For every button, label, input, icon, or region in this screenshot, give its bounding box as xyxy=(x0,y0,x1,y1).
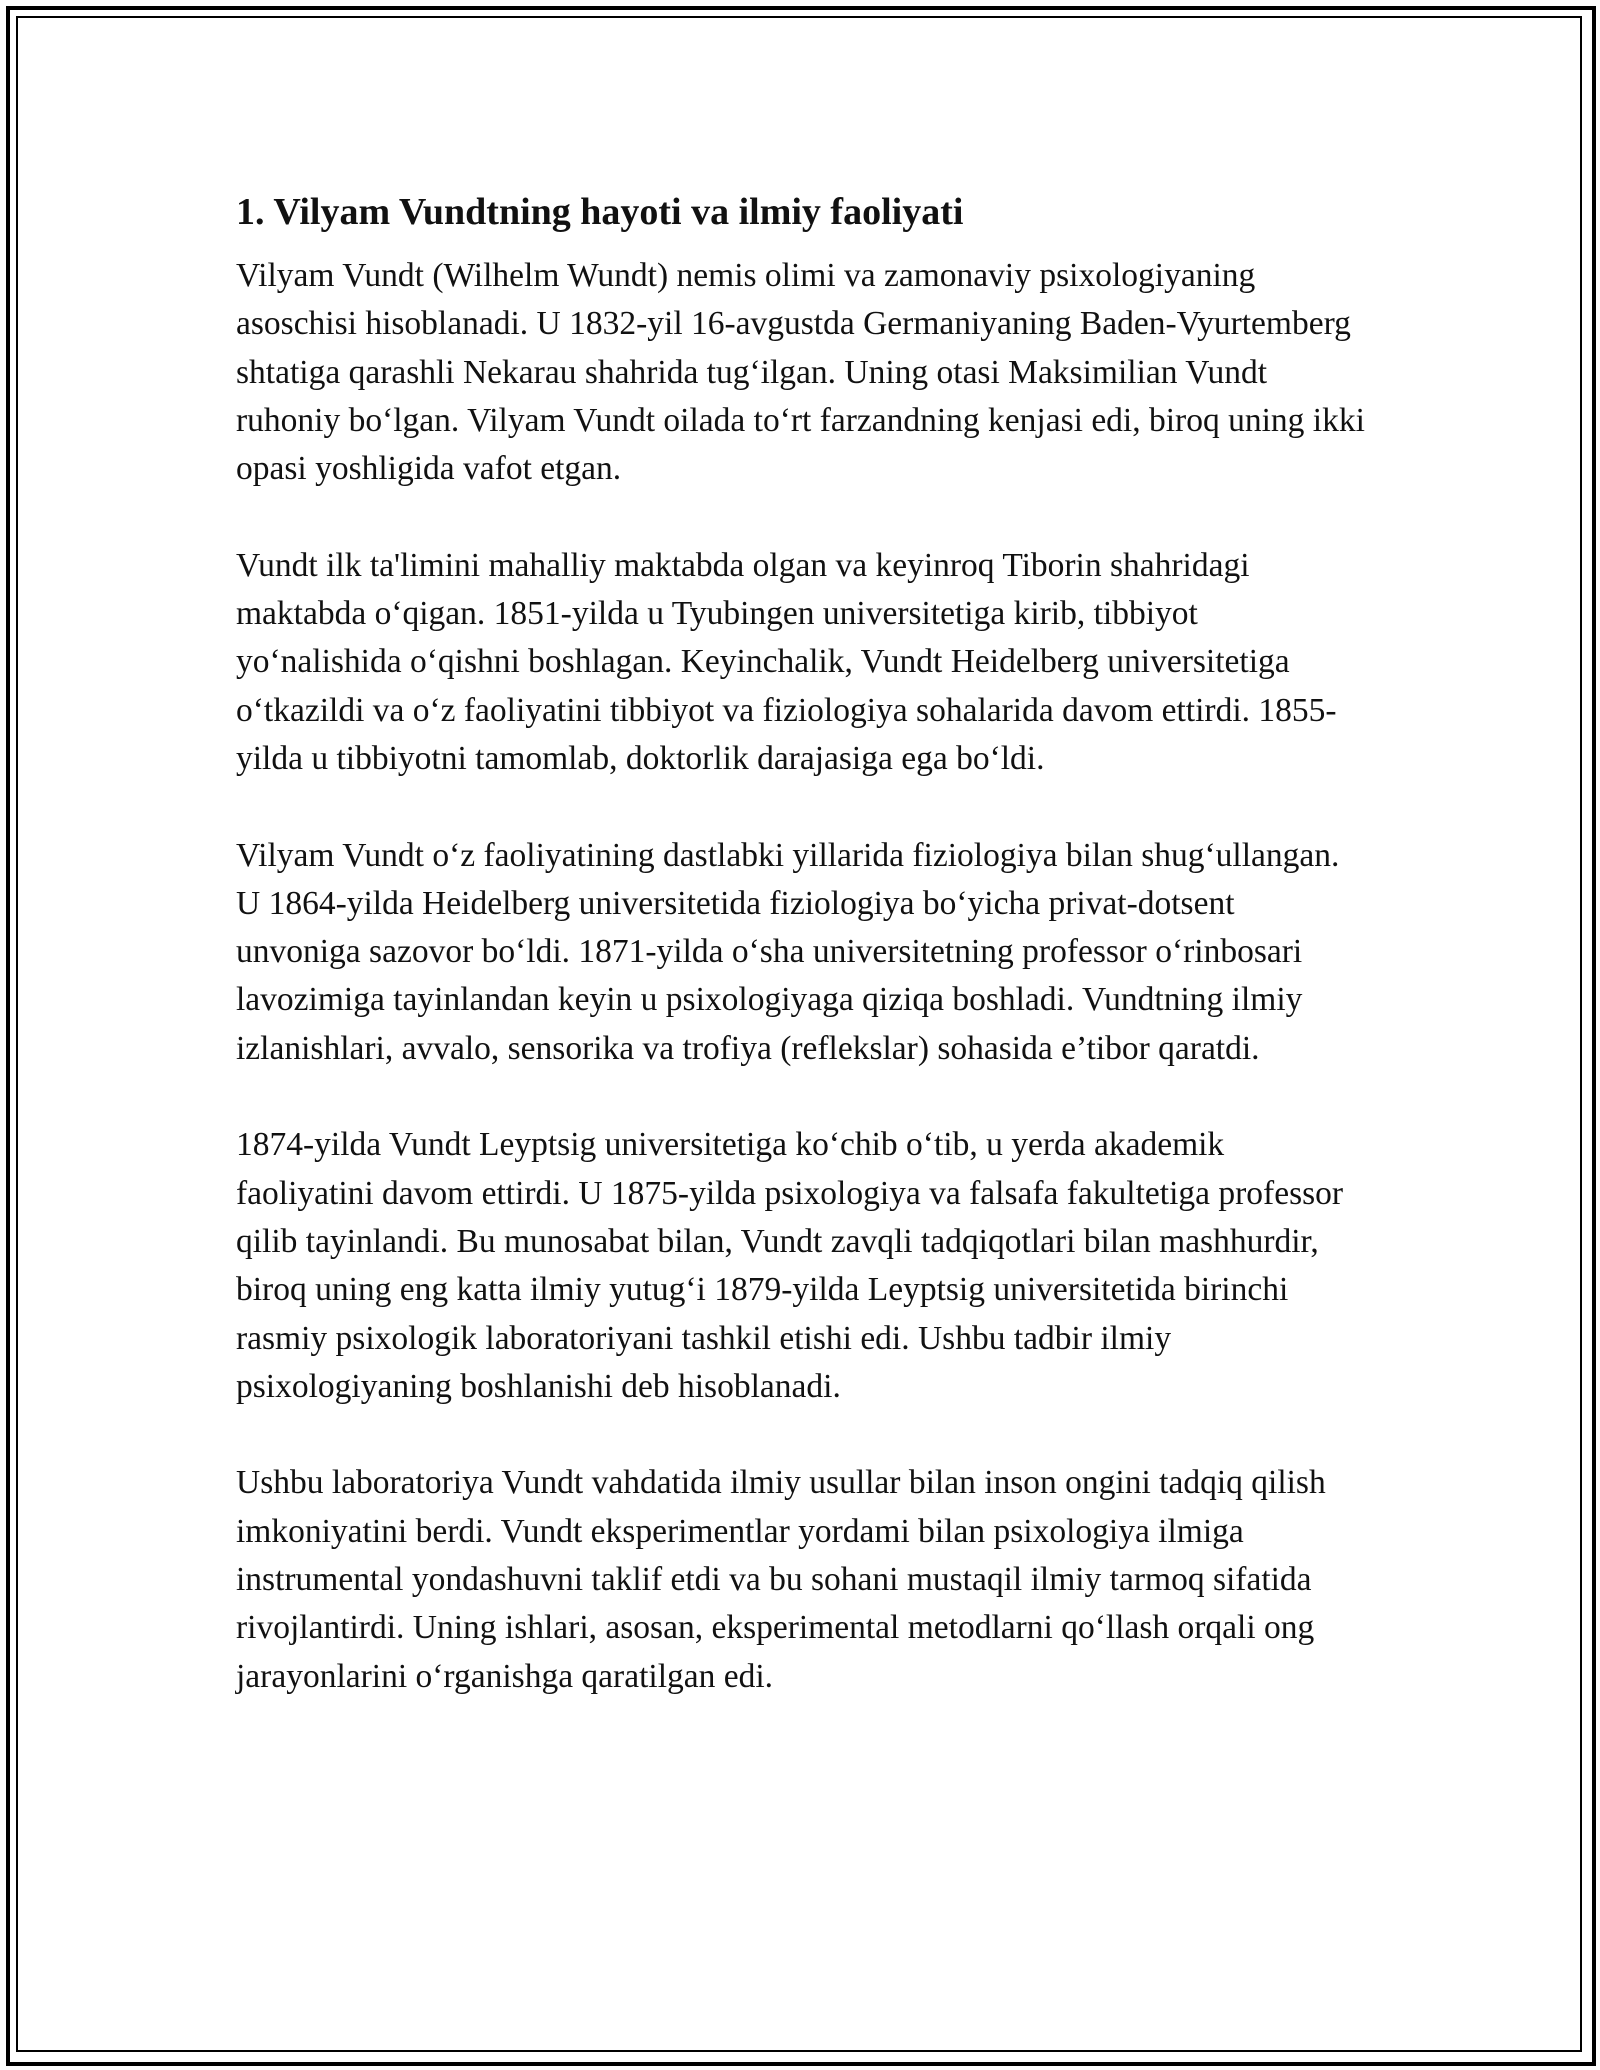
paragraph-leipzig: 1874-yilda Vundt Leyptsig universitetiga ko‘chib o‘tib, u yerda akademik faoliyatini davom ettirdi. U 1875-yilda psixologiya va falsafa fakultetiga professor qilib tayinlandi. Bu munosabat bilan, Vundt zavqli tadqiqotlari bilan mashhurdir, biroq uning eng katta ilmiy yutug‘i 1879-yilda Leyptsig universitetida birinchi rasmiy psixologik laboratoriyani tashkil etishi edi. Ushbu tadbir ilmiy psixologiyaning boshlanishi deb hisoblanadi. xyxy=(236,1126,1344,1405)
paragraph-education: Vundt ilk ta'limini mahalliy maktabda olgan va keyinroq Tiborin shahridagi maktabda o‘qigan. 1851-yilda u Tyubingen universitetiga kirib, tibbiyot yo‘nalishida o‘qishni boshlagan. Keyinchalik, Vundt Heidelberg universitetiga o‘tkazildi va o‘z faoliyatini tibbiyot va fiziologiya sohalarida davom ettirdi. 1855-yilda u tibbiyotni tamomlab, doktorlik darajasiga ega bo‘ldi. xyxy=(236,546,1337,777)
paragraph-biography-intro: Vilyam Vundt (Wilhelm Wundt) nemis olimi va zamonaviy psixologiyaning asoschisi hisoblanadi. U 1832-yil 16-avgustda Germaniyaning Baden-Vyurtemberg shtatiga qarashli Nekarau shahrida tug‘ilgan. Uning otasi Maksimilian Vundt ruhoniy bo‘lgan. Vilyam Vundt oilada to‘rt farzandning kenjasi edi, biroq uning ikki opasi yoshligida vafot etgan. xyxy=(236,257,1365,488)
paragraph-early-career: Vilyam Vundt o‘z faoliyatining dastlabki yillarida fiziologiya bilan shug‘ullangan. U 1864-yilda Heidelberg universitetida fiziologiya bo‘yicha privat-dotsent unvoniga sazovor bo‘ldi. 1871-yilda o‘sha universitetning professor o‘rinbosari lavozimiga tayinlandan keyin u psixologiyaga qiziqa boshladi. Vundtning ilmiy izlanishlari, avvalo, sensorika va trofiya (reflekslar) sohasida e’tibor qaratdi. xyxy=(236,836,1340,1067)
section-title: 1. Vilyam Vundtning hayoti va ilmiy faoliyati xyxy=(236,191,964,233)
paragraph-laboratory: Ushbu laboratoriya Vundt vahdatida ilmiy usullar bilan inson ongini tadqiq qilish imkoniyatini berdi. Vundt eksperimentlar yordami bilan psixologiya ilmiga instrumental yondashuvni taklif etdi va bu sohani mustaqil ilmiy tarmoq sifatida rivojlantirdi. Uning ishlari, asosan, eksperimental metodlarni qo‘llash orqali ong jarayonlarini o‘rganishga qaratilgan edi. xyxy=(236,1464,1326,1695)
document-body xyxy=(236,186,1366,1749)
